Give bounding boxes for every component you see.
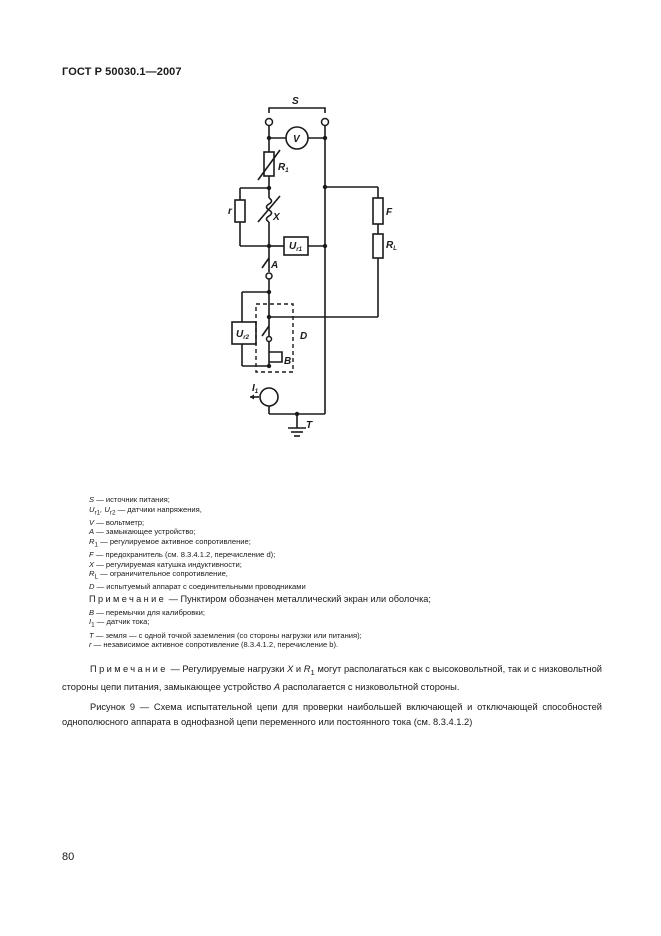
label-a: A <box>271 260 279 271</box>
terminal-right <box>322 119 329 126</box>
legend-item: $U_{r1}$, $U_{r2}$ — датчики напряжения, <box>89 504 202 517</box>
label-r1: $R_1$ <box>278 162 289 174</box>
terminal-left <box>266 119 273 126</box>
resistor-r <box>235 200 245 222</box>
label-rl: $R_L$ <box>386 240 397 252</box>
label-b: B <box>284 356 292 367</box>
label-x: X <box>273 212 280 223</box>
label-f: F <box>386 207 393 218</box>
legend-item: $R_1$ — регулируемое активное сопротивление; <box>89 536 251 549</box>
label-d: D <box>300 331 308 342</box>
switch-a-contact <box>266 273 272 279</box>
page-number: 80 <box>62 851 75 863</box>
legend-item: S — источник питания; <box>89 495 170 504</box>
legend-item: V — вольтметр; <box>89 517 145 527</box>
label-i1: $I_1$ <box>252 383 259 395</box>
legend-item: r — независимое активное сопротивление (8.3.4.1.2, перечисление b). <box>89 640 339 650</box>
document-header: ГОСТ Р 50030.1—2007 <box>62 66 182 78</box>
label-s: S <box>292 96 299 107</box>
current-sensor-i1 <box>260 388 278 406</box>
switch-a <box>262 258 269 268</box>
legend <box>89 495 609 650</box>
resistor-rl <box>373 234 383 258</box>
legend-item: $I_1$ — датчик тока; <box>89 617 150 629</box>
legend-note: Примечание — Пунктиром обозначен металлический экран или оболочка; <box>89 593 431 604</box>
legend-item: A — замыкающее устройство; <box>89 527 196 537</box>
figure-caption: Рисунок 9 — Схема испытательной цепи для проверки наибольшей включающей и отключающей способностей однополюсного аппарата в однофазной цепи переменного или постоянного тока (см. 8.3.4.1.2) <box>62 702 602 727</box>
legend-item: D — испытуемый аппарат с соединительными проводниками <box>89 582 306 592</box>
legend-item: T — земля — с одной точкой заземления (со стороны нагрузки или питания); <box>89 630 362 640</box>
label-r: r <box>228 206 232 217</box>
label-t: T <box>306 420 313 431</box>
legend-item: F — предохранитель (см. 8.3.4.1.2, перечисление d); <box>89 550 276 559</box>
legend-item: B — перемычки для калибровки; <box>89 607 205 617</box>
fuse-f <box>373 198 383 224</box>
legend-item: $R_L$ — ограничительное сопротивление, <box>89 569 228 581</box>
d-switch-contact <box>267 337 272 342</box>
note-paragraph: Примечание — Регулируемые нагрузки X и $R_1$ могут располагаться как с высоковольтной, так и с низковольтной стороны цепи питания, замыкающее устройство A располагается с низковольтной стороны. <box>62 664 603 692</box>
label-v: V <box>293 134 300 145</box>
label-ur1: $U_{r1}$ <box>289 241 302 253</box>
legend-item: X — регулируемая катушка индуктивности; <box>89 559 242 569</box>
device-d-switch <box>262 326 269 336</box>
label-ur2: $U_{r2}$ <box>236 329 249 341</box>
source-bracket <box>269 108 325 113</box>
